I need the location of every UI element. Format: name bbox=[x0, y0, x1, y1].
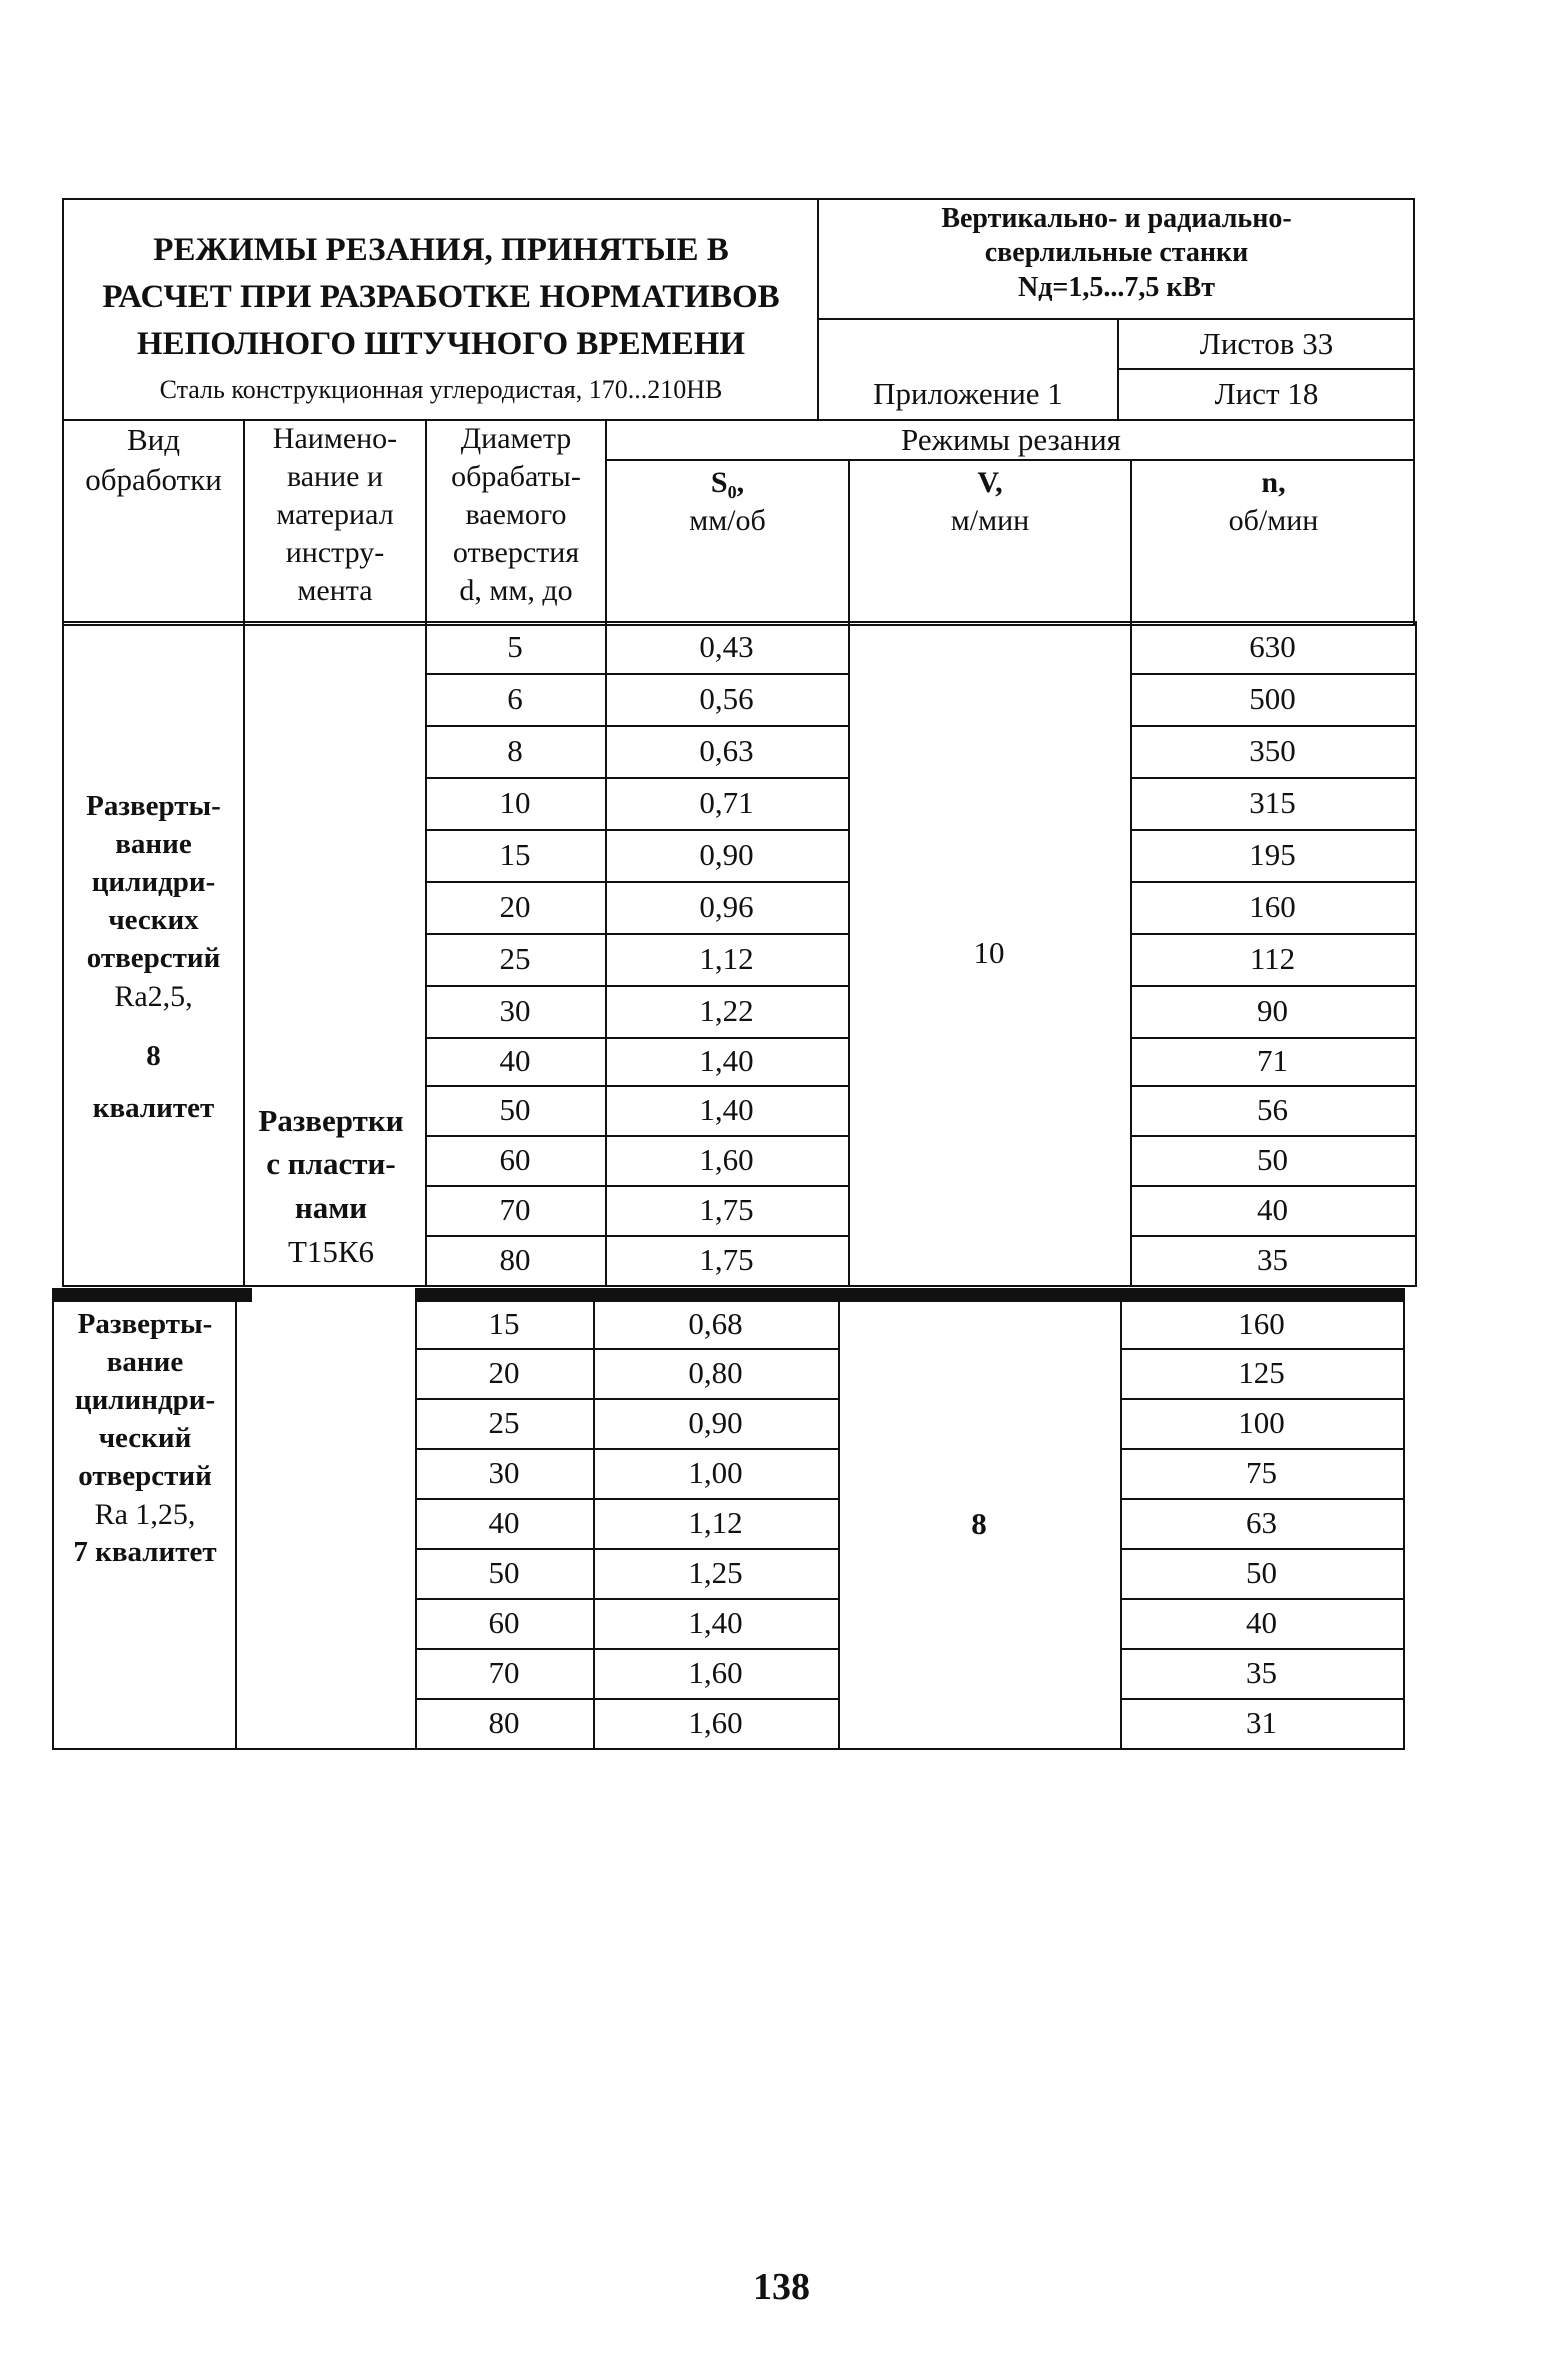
rpm-cell: 100 bbox=[1238, 1405, 1285, 1440]
tool-line: нами bbox=[294, 1190, 368, 1225]
col-header-line: отверстия bbox=[452, 536, 580, 569]
tool-line: с пласти- bbox=[266, 1146, 396, 1181]
operation-line: цилидри- bbox=[91, 866, 216, 898]
operation-line: 7 квалитет bbox=[73, 1536, 217, 1568]
col-modes: Режимы резания bbox=[901, 422, 1121, 457]
title-line: РЕЖИМЫ РЕЗАНИЯ, ПРИНЯТЫЕ В bbox=[153, 232, 729, 268]
material-note: Сталь конструкционная углеродистая, 170...210НВ bbox=[159, 375, 723, 404]
rpm-cell: 63 bbox=[1246, 1505, 1277, 1540]
operation-line: вание bbox=[115, 828, 192, 860]
feed-cell: 0,71 bbox=[699, 785, 754, 820]
rpm-cell: 50 bbox=[1257, 1142, 1288, 1177]
diameter-cell: 10 bbox=[499, 785, 531, 820]
speed-cell: 10 bbox=[973, 935, 1005, 970]
col-header-line: n, bbox=[1261, 466, 1286, 499]
diameter-cell: 70 bbox=[499, 1192, 531, 1227]
grid-vline bbox=[1403, 1300, 1405, 1750]
rpm-cell: 500 bbox=[1249, 681, 1296, 716]
diameter-cell: 15 bbox=[499, 837, 531, 872]
machines-line: сверлильные станки bbox=[984, 237, 1249, 268]
diameter-cell: 50 bbox=[488, 1555, 520, 1590]
tool-line: Развертки bbox=[258, 1103, 404, 1138]
rpm-cell: 125 bbox=[1238, 1355, 1285, 1390]
operation-line: 8 bbox=[146, 1040, 161, 1072]
feed-cell: 1,40 bbox=[699, 1043, 754, 1078]
diameter-cell: 80 bbox=[499, 1242, 531, 1277]
rpm-cell: 31 bbox=[1246, 1705, 1277, 1740]
rpm-cell: 315 bbox=[1249, 785, 1296, 820]
diameter-cell: 30 bbox=[499, 993, 531, 1028]
rpm-cell: 56 bbox=[1257, 1092, 1288, 1127]
col-header-line: инстру- bbox=[285, 536, 385, 569]
col-header-line: d, мм, до bbox=[459, 574, 573, 607]
diameter-cell: 25 bbox=[499, 941, 531, 976]
diameter-cell: 60 bbox=[488, 1605, 520, 1640]
operation-line: квалитет bbox=[92, 1092, 215, 1124]
diameter-cell: 70 bbox=[488, 1655, 520, 1690]
col-header-line: об/мин bbox=[1228, 504, 1319, 537]
machines-line: Вертикально- и радиально- bbox=[941, 203, 1292, 234]
feed-cell: 1,12 bbox=[699, 941, 754, 976]
diameter-cell: 30 bbox=[488, 1455, 520, 1490]
operation-line: Ra 1,25, bbox=[94, 1498, 196, 1531]
feed-cell: 0,80 bbox=[688, 1355, 743, 1390]
col-header-line: Наимено- bbox=[272, 422, 398, 455]
operation-line: ческих bbox=[108, 904, 199, 936]
rpm-cell: 71 bbox=[1257, 1043, 1288, 1078]
operation-line: отверстий bbox=[78, 1460, 212, 1492]
col-header-line: Вид bbox=[126, 422, 181, 457]
diameter-cell: 5 bbox=[507, 629, 523, 664]
col-header-line: обрабаты- bbox=[451, 460, 581, 493]
operation-line: ческий bbox=[98, 1422, 192, 1454]
grid-hline bbox=[52, 1748, 1405, 1750]
feed-cell: 1,75 bbox=[699, 1242, 754, 1277]
group-separator bbox=[52, 1288, 252, 1302]
operation-line: вание bbox=[106, 1346, 184, 1378]
operation-line: цилиндри- bbox=[74, 1384, 216, 1416]
feed-cell: 0,90 bbox=[688, 1405, 743, 1440]
operation-line: отверстий bbox=[86, 942, 221, 974]
diameter-cell: 40 bbox=[499, 1043, 531, 1078]
col-header-line: ваемого bbox=[465, 498, 567, 531]
rpm-cell: 50 bbox=[1246, 1555, 1277, 1590]
feed-cell: 1,60 bbox=[688, 1655, 743, 1690]
col-header-line: м/мин bbox=[950, 504, 1030, 537]
grid-hline bbox=[62, 1285, 1417, 1287]
title-line: РАСЧЕТ ПРИ РАЗРАБОТКЕ НОРМАТИВОВ bbox=[102, 279, 780, 315]
rpm-cell: 350 bbox=[1249, 733, 1296, 768]
feed-cell: 0,90 bbox=[699, 837, 754, 872]
sheets-total: Листов 33 bbox=[1199, 326, 1334, 361]
feed-cell: 0,43 bbox=[699, 629, 754, 664]
feed-cell: 1,25 bbox=[688, 1555, 743, 1590]
feed-cell: 0,96 bbox=[699, 889, 754, 924]
feed-cell: 1,75 bbox=[699, 1192, 754, 1227]
col-header-line: материал bbox=[276, 498, 394, 531]
diameter-cell: 15 bbox=[488, 1306, 520, 1341]
col-header-line: S₀, bbox=[710, 466, 745, 499]
grid-vline bbox=[243, 621, 245, 1287]
feed-cell: 0,63 bbox=[699, 733, 754, 768]
feed-cell: 1,22 bbox=[699, 993, 754, 1028]
diameter-cell: 8 bbox=[507, 733, 523, 768]
diameter-cell: 6 bbox=[507, 681, 523, 716]
title-line: НЕПОЛНОГО ШТУЧНОГО ВРЕМЕНИ bbox=[136, 326, 746, 362]
diameter-cell: 20 bbox=[499, 889, 531, 924]
rpm-cell: 40 bbox=[1246, 1605, 1277, 1640]
feed-cell: 1,60 bbox=[699, 1142, 754, 1177]
diameter-cell: 80 bbox=[488, 1705, 520, 1740]
col-header-line: Диаметр bbox=[460, 422, 572, 455]
rpm-cell: 112 bbox=[1249, 941, 1296, 976]
feed-cell: 1,12 bbox=[688, 1505, 743, 1540]
operation-line: Разверты- bbox=[77, 1308, 213, 1340]
appendix-label: Приложение 1 bbox=[873, 376, 1063, 411]
rpm-cell: 75 bbox=[1246, 1455, 1277, 1490]
rpm-cell: 35 bbox=[1257, 1242, 1288, 1277]
diameter-cell: 40 bbox=[488, 1505, 520, 1540]
grid-vline bbox=[1415, 621, 1417, 1287]
sheet-number: Лист 18 bbox=[1214, 376, 1319, 411]
diameter-cell: 60 bbox=[499, 1142, 531, 1177]
feed-cell: 0,68 bbox=[688, 1306, 743, 1341]
rpm-cell: 40 bbox=[1257, 1192, 1288, 1227]
rpm-cell: 195 bbox=[1249, 837, 1296, 872]
rpm-cell: 160 bbox=[1238, 1306, 1285, 1341]
feed-cell: 1,40 bbox=[688, 1605, 743, 1640]
rpm-cell: 90 bbox=[1257, 993, 1288, 1028]
operation-line: Разверты- bbox=[86, 790, 221, 822]
rpm-cell: 35 bbox=[1246, 1655, 1277, 1690]
page-number: 138 bbox=[753, 2266, 810, 2308]
col-header-line: вание и bbox=[286, 460, 384, 493]
diameter-cell: 20 bbox=[488, 1355, 520, 1390]
col-header-line: обработки bbox=[85, 462, 222, 497]
feed-cell: 1,40 bbox=[699, 1092, 754, 1127]
diameter-cell: 50 bbox=[499, 1092, 531, 1127]
grid-vline bbox=[52, 1300, 54, 1750]
col-header-line: мента bbox=[297, 574, 373, 607]
feed-cell: 1,60 bbox=[688, 1705, 743, 1740]
diameter-cell: 25 bbox=[488, 1405, 520, 1440]
rpm-cell: 160 bbox=[1249, 889, 1296, 924]
col-header-line: мм/об bbox=[689, 504, 766, 537]
grid-vline bbox=[235, 1300, 237, 1750]
tool-line: Т15К6 bbox=[287, 1234, 375, 1269]
rpm-cell: 630 bbox=[1249, 629, 1296, 664]
operation-line: Ra2,5, bbox=[114, 980, 193, 1013]
feed-cell: 1,00 bbox=[688, 1455, 743, 1490]
col-header-line: V, bbox=[977, 466, 1003, 499]
machines-line: Nд=1,5...7,5 кВт bbox=[1018, 272, 1215, 303]
feed-cell: 0,56 bbox=[699, 681, 754, 716]
speed-cell: 8 bbox=[971, 1506, 987, 1541]
